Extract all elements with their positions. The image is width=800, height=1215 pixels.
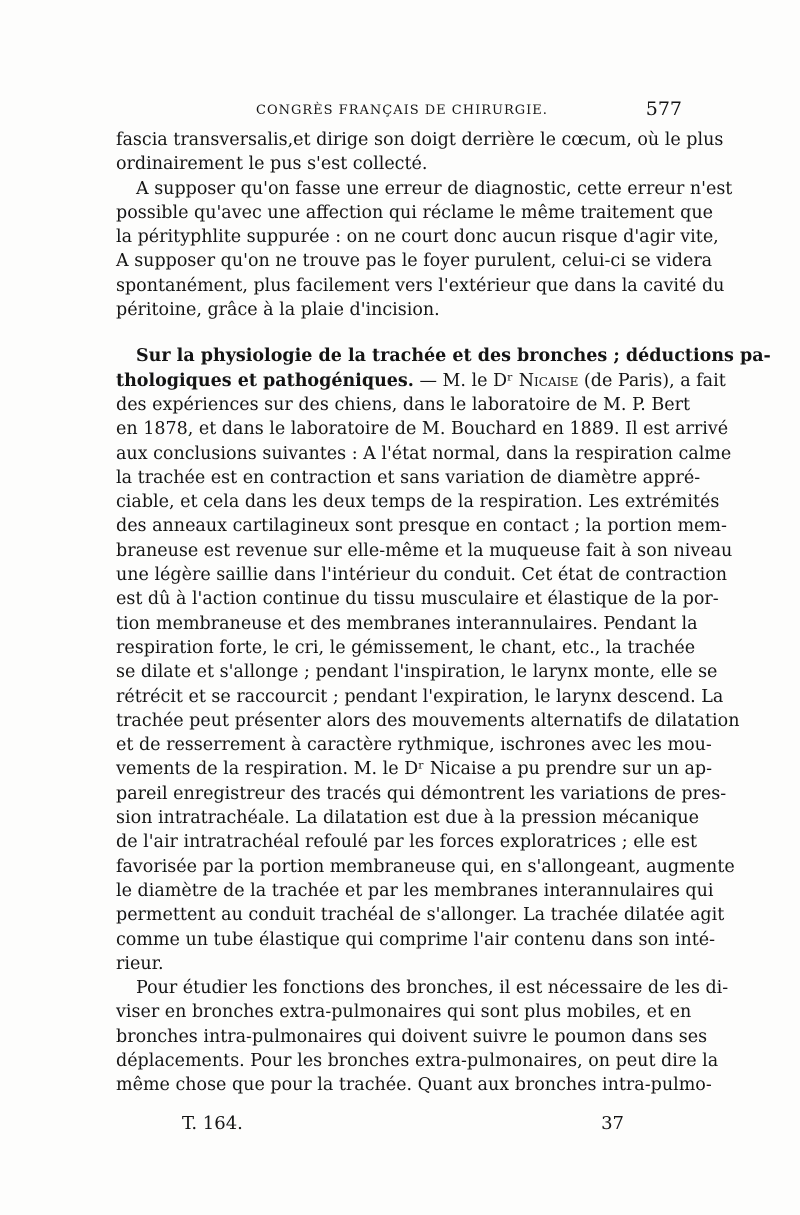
text-line: bronches intra-pulmonaires qui doivent suivre le poumon dans ses (116, 1026, 708, 1047)
text-line: trachée peut présenter alors des mouvements alternatifs de dilatation (116, 710, 740, 731)
text-line: une légère saillie dans l'intérieur du conduit. Cet état de contraction (116, 565, 728, 586)
section-gap (116, 322, 682, 344)
text-line: même chose que pour la trachée. Quant aux bronches intra-pulmo- (116, 1075, 712, 1096)
section-heading-line (116, 344, 771, 368)
text-line: est dû à l'action continue du tissu musculaire et élastique de la por- (116, 589, 719, 610)
text-line: Pour étudier les fonctions des bronches, il est nécessaire de les di- (136, 978, 729, 999)
text-line: en 1878, et dans le laboratoire de M. Bouchard en 1889. Il est arrivé (116, 419, 729, 440)
text-line: se dilate et s'allonge ; pendant l'inspiration, le larynx monte, elle se (116, 662, 718, 683)
text-line: rétrécit et se raccourcit ; pendant l'expiration, le larynx descend. La (116, 686, 724, 707)
paragraph-4 (116, 976, 729, 1097)
text-line: respiration forte, le cri, le gémissement, le chant, etc., la trachée (116, 637, 696, 658)
section-physiologie (116, 344, 771, 976)
author-name: Nicaise (518, 370, 579, 391)
text-line: pareil enregistreur des tracés qui démontrent les variations de pres- (116, 783, 727, 804)
page-header (118, 98, 682, 124)
text-line: permettent au conduit trachéal de s'allonger. La trachée dilatée agit (116, 905, 725, 926)
section-heading: Sur la physiologie de la trachée et des bronches ; déductions pa- (136, 346, 771, 367)
text-line: de l'air intratrachéal refoulé par les forces exploratrices ; elle est (116, 832, 698, 853)
text-line: possible qu'avec une affection qui réclame le même traitement que (116, 202, 713, 223)
signature-mark: T. 164. (182, 1113, 243, 1134)
paragraph-2 (116, 177, 733, 323)
paragraph-1 (116, 128, 724, 177)
text-line: des anneaux cartilagineux sont presque en contact ; la portion mem- (116, 516, 727, 537)
text-line: rieur. (116, 953, 164, 974)
page-body (116, 128, 771, 1098)
text-line: braneuse est revenue sur elle-même et la muqueuse fait à son niveau (116, 540, 733, 561)
text-line: tion membraneuse et des membranes interannulaires. Pendant la (116, 613, 698, 634)
author-prefix: — M. le Dʳ (413, 370, 519, 391)
text-line: des expériences sur des chiens, dans le laboratoire de M. P. Bert (116, 394, 690, 415)
text-line: la pérityphlite suppurée : on ne court donc aucun risque d'agir vite, (116, 227, 719, 248)
text-line: comme un tube élastique qui comprime l'air contenu dans son inté- (116, 929, 716, 950)
text-line: favorisée par la portion membraneuse qui, en s'allongeant, augmente (116, 856, 735, 877)
page-footer (182, 1113, 624, 1139)
text-line: péritoine, grâce à la plaie d'incision. (116, 300, 440, 321)
text-line: et de resserrement à caractère rythmique, ischrones avec les mou- (116, 735, 712, 756)
section-heading-continued: thologiques et pathogéniques. (116, 370, 414, 391)
text-line: A supposer qu'on ne trouve pas le foyer purulent, celui-ci se videra (116, 251, 713, 272)
text-line: le diamètre de la trachée et par les membranes interannulaires qui (116, 880, 714, 901)
text-line: aux conclusions suivantes : A l'état normal, dans la respiration calme (116, 443, 732, 464)
text-line: déplacements. Pour les bronches extra-pulmonaires, on peut dire la (116, 1050, 719, 1071)
running-title: CONGRÈS FRANÇAIS DE CHIRURGIE. (256, 103, 548, 118)
sheet-number: 37 (601, 1113, 624, 1134)
text-line: vements de la respiration. M. le Dʳ Nicaise a pu prendre sur un ap- (116, 759, 713, 780)
text-line: ciable, et cela dans les deux temps de la respiration. Les extrémités (116, 492, 720, 513)
page-number: 577 (645, 98, 682, 120)
text-line: spontanément, plus facilement vers l'extérieur que dans la cavité du (116, 275, 725, 296)
text-line: sion intratrachéale. La dilatation est due à la pression mécanique (116, 808, 699, 829)
text-line: la trachée est en contraction et sans variation de diamètre appré- (116, 467, 701, 488)
author-suffix: (de Paris), a fait (578, 370, 726, 391)
text-line: fascia transversalis,et dirige son doigt derrière le cœcum, où le plus (116, 130, 724, 150)
text-line: A supposer qu'on fasse une erreur de diagnostic, cette erreur n'est (136, 178, 733, 199)
text-line: viser en bronches extra-pulmonaires qui sont plus mobiles, et en (116, 1002, 692, 1023)
text-line: ordinairement le pus s'est collecté. (116, 154, 428, 175)
text-line (116, 369, 726, 393)
